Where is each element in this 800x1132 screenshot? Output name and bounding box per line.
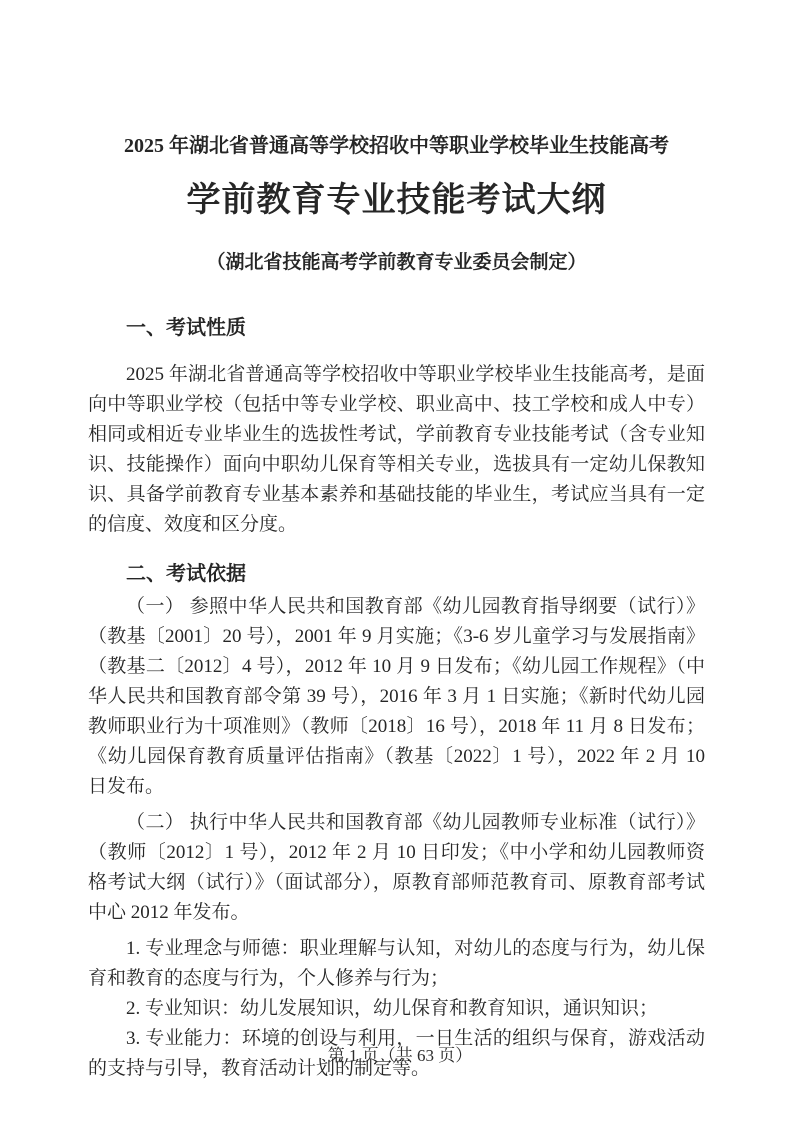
section-heading-exam-nature: 一、考试性质	[126, 317, 246, 339]
list-item-professional-ability: 3. 专业能力：环境的创设与利用，一日生活的组织与保育，游戏活动的支持与引导，教育活动计划的制定等。	[88, 1028, 705, 1079]
page-number: 第 1 页（共 63 页）	[327, 1046, 473, 1065]
document-supertitle: 2025 年湖北省普通高等学校招收中等职业学校毕业生技能高考	[124, 135, 669, 157]
paragraph-exam-nature: 2025 年湖北省普通高等学校招收中等职业学校毕业生技能高考，是面向中等职业学校（包括中等专业学校、职业高中、技工学校和成人中专）相同或相近专业毕业生的选拔性考试，学前教育专业技能考试（含专业知识、技能操作）面向中职幼儿保育等相关专业，选拔具有一定幼儿保教知识、具备学前教育专业基本素养和基础技能的毕业生，考试应当具有一定的信度、效度和区分度。	[88, 364, 705, 535]
document-header	[88, 134, 705, 276]
document-title: 学前教育专业技能考试大纲	[186, 181, 607, 219]
list-item-professional-knowledge: 2. 专业知识：幼儿发展知识，幼儿保育和教育知识，通识知识；	[126, 998, 659, 1019]
document-subtitle: （湖北省技能高考学前教育专业委员会制定）	[206, 252, 587, 273]
paragraph-basis-1: （一） 参照中华人民共和国教育部《幼儿园教育指导纲要（试行）》（教基〔2001〕20 号），2001 年 9 月实施；《3-6 岁儿童学习与发展指南》（教基二〔2012〕4 号），2012 年 10 月 9 日发布；《幼儿园工作规程》（中华人民共和国教育部令第 39 号），2016 年 3 月 1 日实施；《新时代幼儿园教师职业行为十项准则》（教师〔2018〕16 号），2018 年 11 月 8 日发布；《幼儿园保育教育质量评估指南》（教基〔2022〕1 号），2022 年 2 月 10 日发布。	[88, 596, 705, 797]
paragraph-basis-2: （二） 执行中华人民共和国教育部《幼儿园教师专业标准（试行）》（教师〔2012〕1 号），2012 年 2 月 10 日印发；《中小学和幼儿园教师资格考试大纲（试行）》（面试部分），原教育部师范教育司、原教育部考试中心 2012 年发布。	[88, 812, 705, 923]
list-item-professional-ethics: 1. 专业理念与师德：职业理解与认知，对幼儿的态度与行为，幼儿保育和教育的态度与行为，个人修养与行为；	[88, 938, 705, 989]
section-heading-exam-basis: 二、考试依据	[126, 563, 246, 585]
